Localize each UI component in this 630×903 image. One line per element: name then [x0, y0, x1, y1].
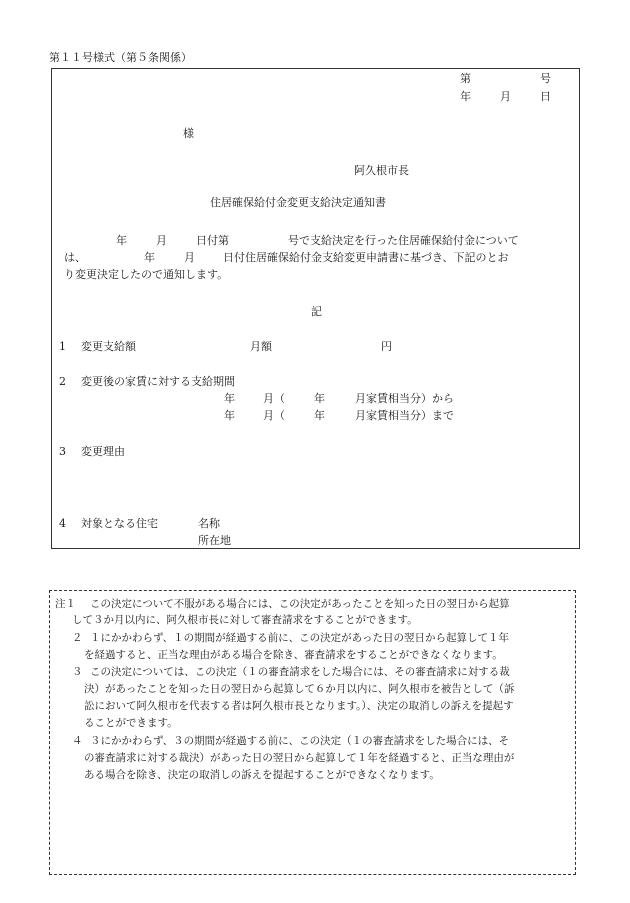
ki-mark: 記	[311, 305, 322, 318]
body-l1-dated: 日付第	[196, 234, 229, 247]
item4-address-label: 所在地	[198, 534, 231, 547]
period-from-year2: 年	[314, 392, 325, 405]
form-number: 第１１号様式（第５条関係）	[49, 51, 192, 64]
note4-line2: の審査請求に対する裁決）があった日の翌日から起算して１年を経過すると、正当な理由が	[84, 752, 515, 764]
period-from-rent: 月家賃相当分）から	[355, 392, 454, 405]
note3-line4: ることができます。	[84, 717, 178, 729]
period-to-month: 月（	[263, 409, 285, 422]
doc-number-label-left: 第	[460, 72, 471, 85]
item2-number: 2	[59, 375, 66, 388]
note1-number: 注１	[55, 598, 76, 610]
note2-number: ２	[72, 632, 83, 644]
addressee-suffix: 様	[183, 127, 194, 140]
issuer-name: 阿久根市長	[354, 164, 409, 177]
note1-line2: して３か月以内に、阿久根市長に対して審査請求をすることができます。	[72, 614, 418, 626]
note2-line1: １にかかわらず、１の期間が経過する前に、この決定があった日の翌日から起算して１年	[90, 632, 510, 644]
item4-number: 4	[59, 517, 66, 530]
body-l2-start: は、	[64, 251, 86, 264]
note3-line1: この決定については、この決定（１の審査請求をした場合には、その審査請求に対する裁	[90, 666, 510, 678]
body-l2-year: 年	[144, 251, 155, 264]
item1-monthly-label: 月額	[250, 340, 272, 353]
note3-line2: 決）があったことを知った日の翌日から起算して６か月以内に、阿久根市を被告として（訴	[84, 683, 515, 695]
note2-line2: を経過すると、正当な理由がある場合を除き、審査請求をすることができなくなります。	[84, 649, 503, 661]
period-to-year: 年	[224, 409, 235, 422]
note4-number: ４	[72, 735, 83, 747]
note3-number: ３	[72, 666, 83, 678]
item1-yen-label: 円	[381, 340, 392, 353]
item3-label: 変更理由	[81, 445, 125, 458]
document-title: 住居確保給付金変更支給決定通知書	[210, 196, 386, 209]
body-l3: り変更決定したので通知します。	[64, 268, 229, 281]
note4-line3: ある場合を除き、決定の取消しの訴えを提起することができなくなります。	[84, 769, 440, 781]
note3-line3: 訟において阿久根市を代表する者は阿久根市長となります。）、決定の取消しの訴えを提起す	[84, 700, 514, 712]
period-from-month: 月（	[263, 392, 285, 405]
period-from-year: 年	[224, 392, 235, 405]
date-month-label: 月	[500, 90, 511, 103]
item1-number: 1	[59, 340, 66, 353]
note1-line1: この決定について不服がある場合には、この決定があったことを知った日の翌日から起算	[90, 598, 510, 610]
body-l2-month: 月	[184, 251, 195, 264]
period-to-year2: 年	[314, 409, 325, 422]
body-l1-rest: 号で支給決定を行った住居確保給付金について	[288, 234, 519, 247]
date-year-label: 年	[460, 90, 471, 103]
date-day-label: 日	[540, 90, 551, 103]
body-l1-month: 月	[156, 234, 167, 247]
doc-number-label-right: 号	[540, 72, 551, 85]
note4-line1: ３にかかわらず、３の期間が経過する前に、この決定（１の審査請求をした場合には、そ	[90, 735, 510, 747]
item3-number: 3	[59, 445, 66, 458]
period-to-rent: 月家賃相当分）まで	[355, 409, 454, 422]
body-l1-year: 年	[116, 234, 127, 247]
item1-label: 変更支給額	[81, 340, 136, 353]
item4-label: 対象となる住宅	[81, 517, 158, 530]
item2-label: 変更後の家賃に対する支給期間	[81, 375, 235, 388]
body-l2-rest: 日付住居確保給付金支給変更申請書に基づき、下記のとお	[223, 251, 509, 264]
item4-name-label: 名称	[198, 517, 220, 530]
